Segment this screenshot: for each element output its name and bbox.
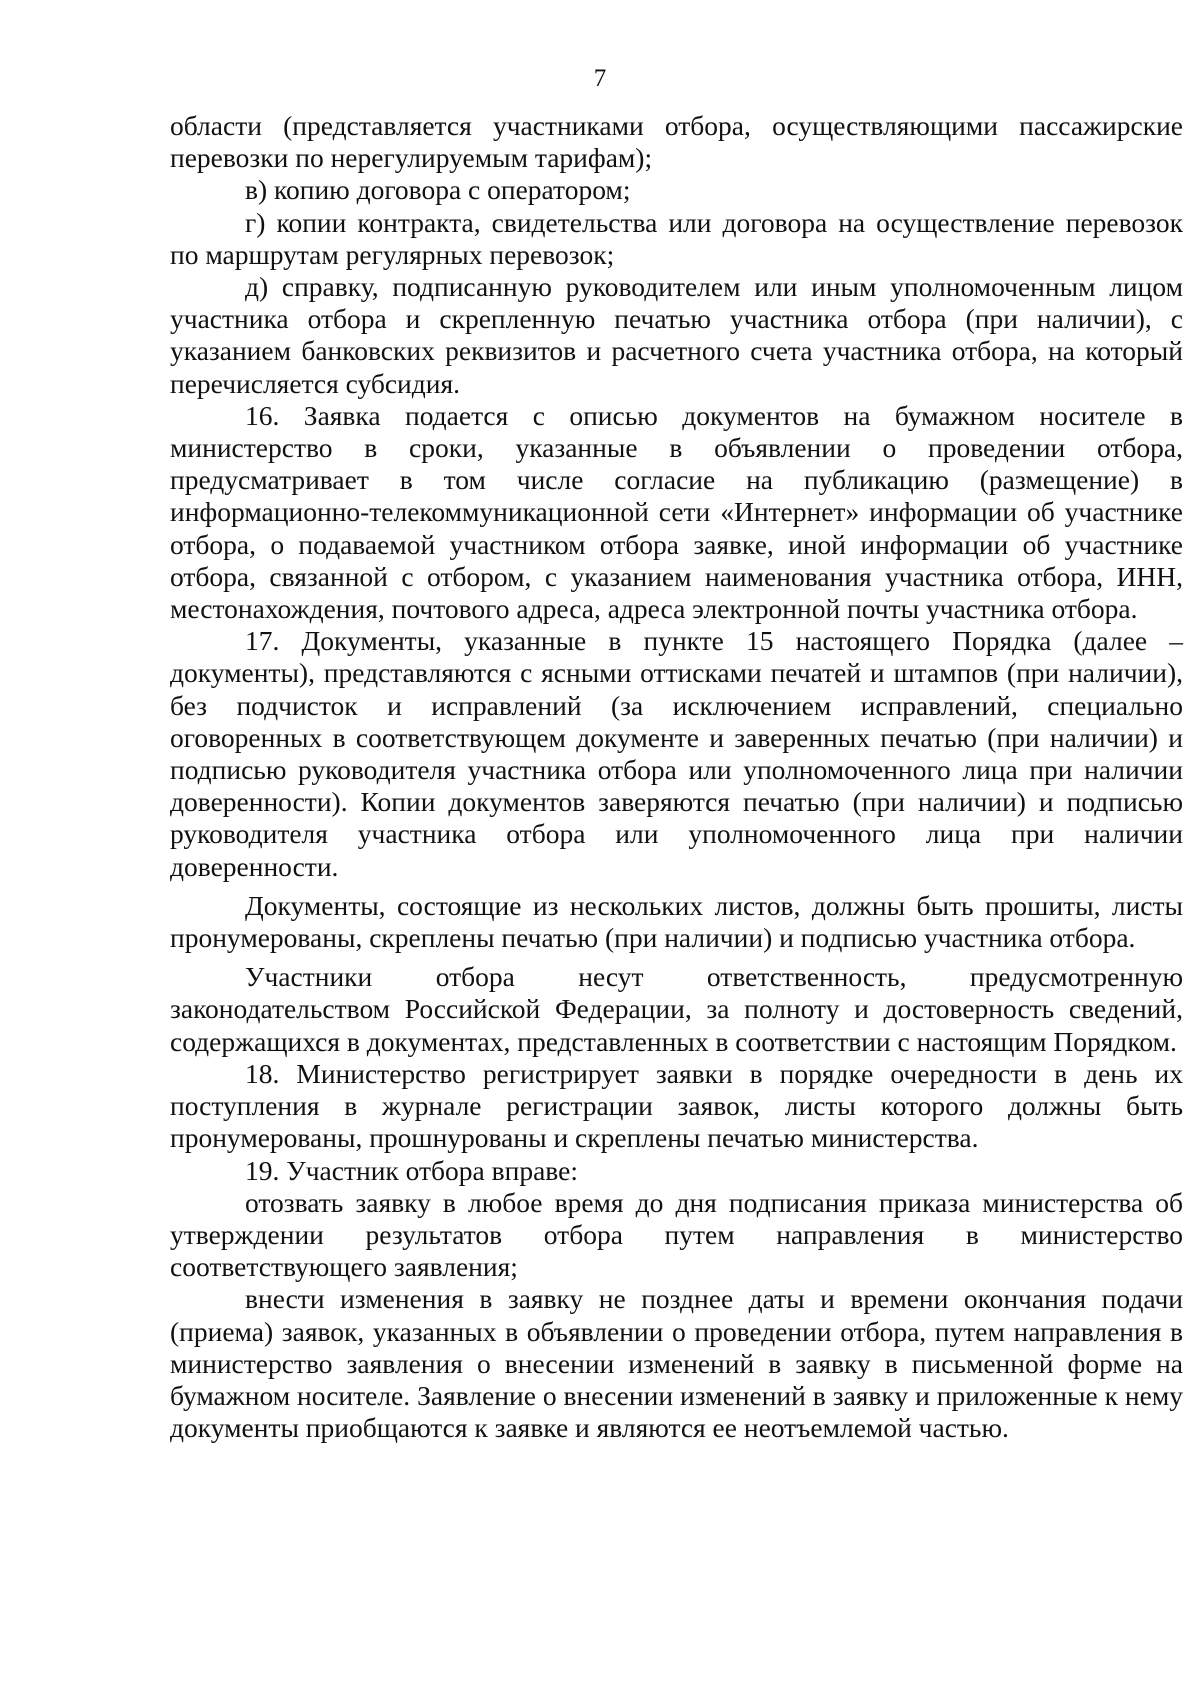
document-body	[170, 110, 1183, 1444]
paragraph-17-multisheet: Документы, состоящие из нескольких листов, должны быть прошиты, листы пронумерованы, скреплены печатью (при наличии) и подписью участника отбора.	[170, 889, 1183, 954]
paragraph-17-responsibility: Участники отбора несут ответственность, предусмотренную законодательством Российской Федерации, за полноту и достоверность сведений, содержащихся в документах, представленных в соответствии с настоящим Порядком.	[170, 961, 1183, 1057]
paragraph-18: 18. Министерство регистрирует заявки в порядке очередности в день их поступления в журнале регистрации заявок, листы которого должны быть пронумерованы, прошнурованы и скреплены печатью министерства.	[170, 1057, 1183, 1154]
paragraph-19: 19. Участник отбора вправе:	[245, 1154, 578, 1186]
paragraph-continuation: области (представляется участниками отбора, осуществляющими пассажирские перевозки по нерегулируемым тарифам);	[170, 110, 1183, 174]
paragraph-17: 17. Документы, указанные в пункте 15 настоящего Порядка (далее – документы), представляются с ясными оттисками печатей и штампов (при наличии), без подчисток и исправлений (за исключением исправлений, специально оговоренных в соответствующем документе и заверенных печатью (при наличии) и подписью руководителя участника отбора или уполномоченного лица при наличии доверенности). Копии документов заверяются печатью (при наличии) и подписью руководителя участника отбора или уполномоченного лица при наличии доверенности.	[170, 625, 1183, 882]
paragraph-19-withdraw: отозвать заявку в любое время до дня подписания приказа министерства об утверждении результатов отбора путем направления в министерство соответствующего заявления;	[170, 1186, 1183, 1283]
paragraph-item-v: в) копию договора с оператором;	[245, 174, 631, 206]
paragraph-item-d: д) справку, подписанную руководителем или иным уполномоченным лицом участника отбора и скрепленную печатью участника отбора (при наличии), с указанием банковских реквизитов и расчетного счета участника отбора, на который перечисляется субсидия.	[170, 271, 1183, 399]
paragraph-16: 16. Заявка подается с описью документов на бумажном носителе в министерство в сроки, указанные в объявлении о проведении отбора, предусматривает в том числе согласие на публикацию (размещение) в информационно-телекоммуникационной сети «Интернет» информации об участнике отбора, о подаваемой участником отбора заявке, иной информации об участнике отбора, связанной с отбором, с указанием наименования участника отбора, ИНН, местонахождения, почтового адреса, адреса электронной почты участника отбора.	[170, 399, 1183, 625]
paragraph-19-amend: внести изменения в заявку не позднее даты и времени окончания подачи (приема) заявок, указанных в объявлении о проведении отбора, путем направления в министерство заявления о внесении изменений в заявку в письменной форме на бумажном носителе. Заявление о внесении изменений в заявку и приложенные к нему документы приобщаются к заявке и являются ее неотъемлемой частью.	[170, 1283, 1183, 1444]
page-number: 7	[593, 65, 607, 92]
paragraph-item-g: г) копии контракта, свидетельства или договора на осуществление перевозок по маршрутам регулярных перевозок;	[170, 206, 1183, 270]
